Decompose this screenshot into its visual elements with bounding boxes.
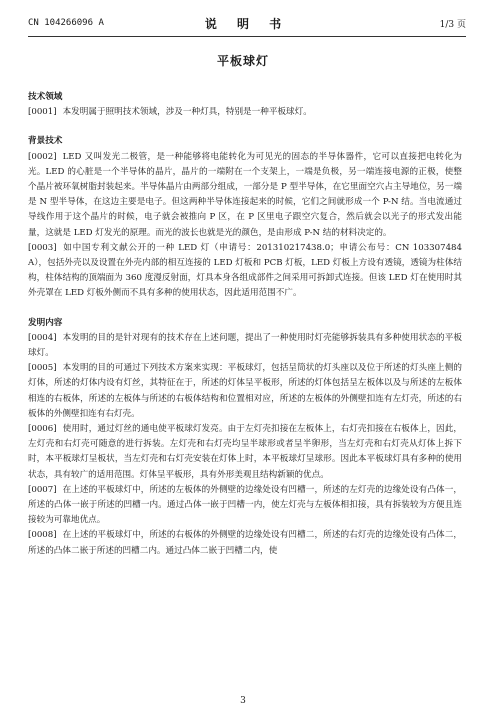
paragraph-number: [0007] [28, 484, 57, 495]
paragraph-text: LED 又叫发光二极管，是一种能够将电能转化为可见光的固态的半导体器件，它可以直接把电转化为光。LED 的心脏是一个半导体的晶片，晶片的一端附在一个支架上，一端是负极，另一端连接电源的正极，使整个晶片被环氧树脂封装起来。半导体晶片由两部分组成，一部分是 P 型半导体，在它里面空穴占主导地位，另一端是 N 型半导体，在这边主要是电子。但这两种半导体连接起来的时候，它们之间就形成一个 P-N 结。当电流通过导线作用于这个晶片的时候，电子就会被推向 P 区，在 P 区里电子跟空穴复合，然后就会以光子的形式发出能量，这就是 LED 灯发光的原理。而光的波长也就是光的颜色，是由形成 P-N 结的材料决定的。 [28, 151, 462, 238]
paragraph-0001 [28, 105, 462, 120]
page-number: 3 [240, 696, 246, 706]
paragraph-0005 [28, 361, 462, 422]
paragraph-text: 在上述的平板球灯中，所述的右板体的外侧壁的边缘处设有凹槽二，所述的右灯壳的边缘处设有凸体二，所述的凸体二嵌于所述的凹槽二内。通过凸体二嵌于凹槽二内，使 [28, 530, 462, 556]
paragraph-0002 [28, 150, 462, 241]
page-indicator: 1/3 页 [439, 19, 466, 30]
page-header [28, 12, 466, 34]
header-rule [28, 36, 466, 37]
patent-number: CN 104266096 A [28, 18, 104, 28]
paragraph-0004 [28, 331, 462, 361]
section-heading-background: 背景技术 [28, 136, 63, 147]
paragraph-number: [0003] [28, 242, 57, 253]
section-heading-technical-field: 技术领域 [28, 92, 63, 102]
paragraph-text: 本发明属于照明技术领域，涉及一种灯具，特别是一种平板球灯。 [62, 107, 312, 118]
paragraph-0007 [28, 483, 462, 529]
paragraph-number: [0008] [28, 530, 57, 541]
paragraph-0006 [28, 422, 462, 483]
document-body [28, 90, 462, 559]
paragraph-text: 在上述的平板球灯中，所述的左板体的外侧壁的边缘处设有凹槽一，所述的左灯壳的边缘处设有凸体一，所述的凸体一嵌于所述的凹槽一内。通过凸体一嵌于凹槽一内，使左灯壳与左板体相扣接，具有拆装较为方便且连接较为可靠地优点。 [28, 484, 462, 526]
paragraph-0008 [28, 528, 462, 558]
paragraph-number: [0004] [28, 332, 57, 343]
paragraph-number: [0002] [28, 151, 57, 162]
document-type: 说 明 书 [204, 16, 290, 31]
paragraph-number: [0006] [28, 424, 57, 435]
document-title: 平板球灯 [216, 54, 269, 68]
paragraph-0003 [28, 241, 462, 302]
paragraph-number: [0005] [28, 363, 57, 374]
paragraph-text: 本发明的目的可通过下列技术方案来实现：平板球灯，包括呈筒状的灯头座以及位于所述的灯头座上侧的灯体，所述的灯体内设有灯丝，其特征在于，所述的灯体呈平板形，所述的灯体包括呈左板体以及与所述的左板体相连的右板体，所述的左板体与所述的右板体结构和位置相对应，所述的左板体的外侧壁扣连有左灯壳，所述的右板体的外侧壁扣连有右灯壳。 [28, 363, 462, 419]
paragraph-text: 如中国专利文献公开的一种 LED 灯（申请号：201310217438.0；申请公布号：CN 103307484 A），包括外壳以及设置在外壳内部的相互连接的 LED 灯板和 PCB 灯板，LED 灯板上方设有透镜，透镜为柱体结构，柱体结构的顶端面为 360 度漫反射面，灯具本身各组成部件之间采用可拆卸式连接。但该 LED 灯在使用时其外壳罩在 LED 灯板外侧而不具有多种的使用状态，因此适用范围不广。 [28, 242, 462, 299]
section-heading-summary: 发明内容 [28, 317, 63, 328]
paragraph-text: 本发明的目的是针对现有的技术存在上述问题，提出了一种使用时灯壳能够拆装具有多种使用状态的平板球灯。 [28, 332, 462, 359]
paragraph-number: [0001] [28, 107, 57, 118]
paragraph-text: 使用时，通过灯丝的通电使平板球灯发亮。由于左灯壳扣接在左板体上，右灯壳扣接在右板体上，因此，左灯壳和右灯壳可随意的进行拆装。左灯壳和右灯壳均呈半球形或者呈半卵形，当左灯壳和右灯壳从灯体上拆下时，本平板球灯呈板状，当左灯壳和右灯壳安装在灯体上时，本平板球灯呈球形。因此本平板球灯具有多种的使用状态，具有较广的适用范围。灯体呈平板形，具有外形美观且结构新颖的优点。 [28, 424, 462, 480]
